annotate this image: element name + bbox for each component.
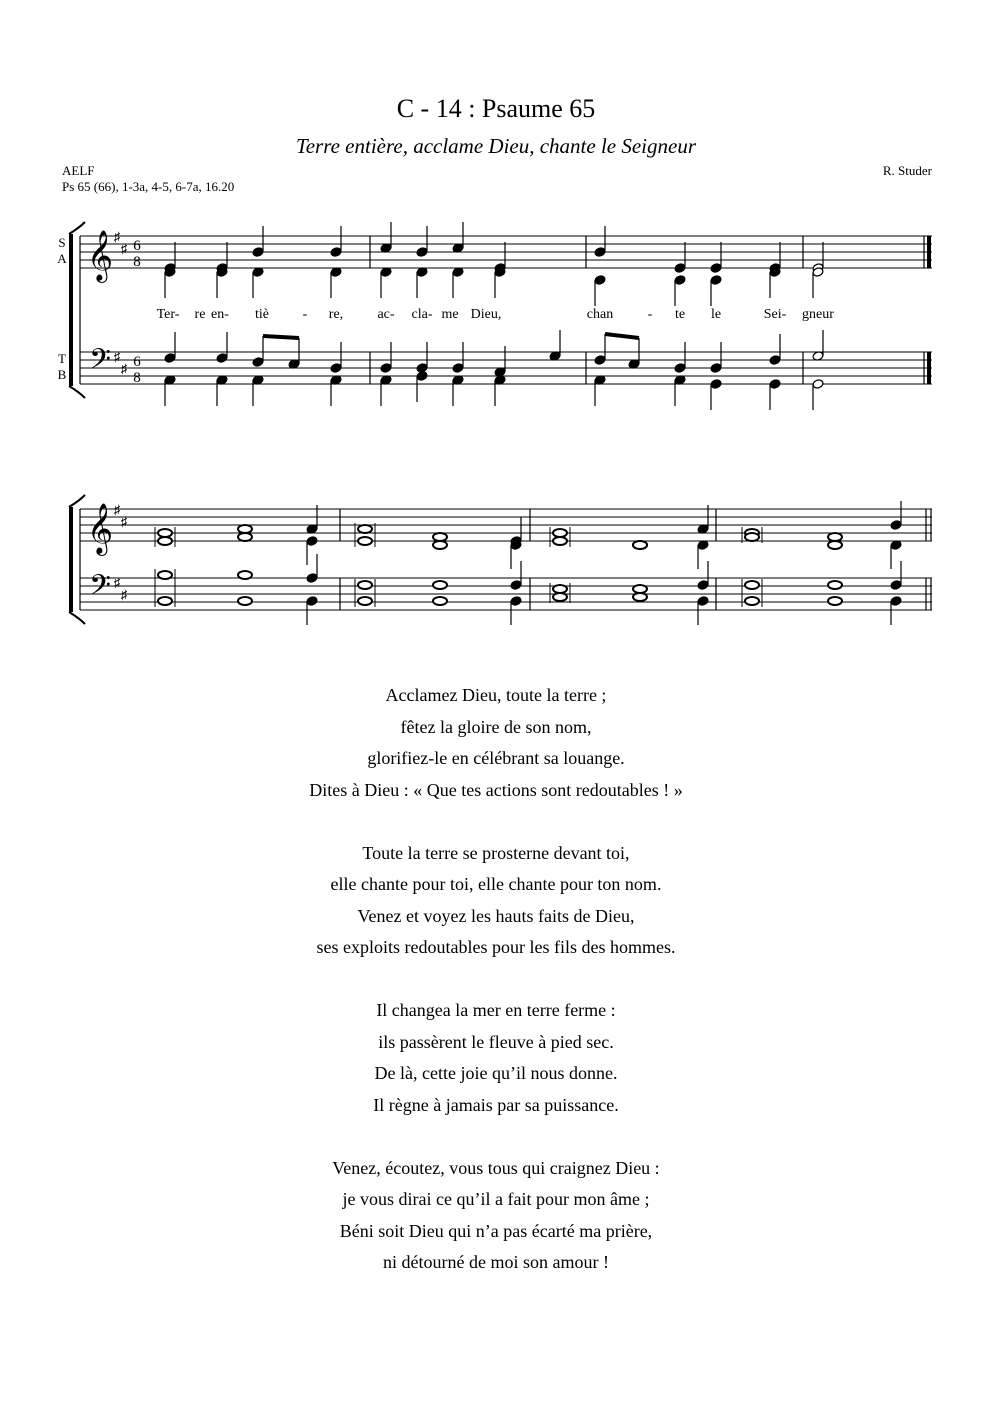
note-head <box>710 379 722 390</box>
note-head <box>594 355 606 366</box>
whole-note <box>358 525 372 533</box>
verse-line: Venez, écoutez, vous tous qui craignez Dieu : <box>332 1157 660 1178</box>
note-head <box>306 573 318 584</box>
note-head <box>306 536 318 547</box>
whole-note <box>238 597 252 605</box>
whole-note <box>553 593 567 601</box>
lyric-syllable: Sei- <box>763 307 787 322</box>
sharp-sign: ♯ <box>120 361 128 376</box>
beam <box>605 334 639 338</box>
note-head <box>416 371 428 382</box>
note-head <box>306 596 318 607</box>
note-head <box>710 263 722 274</box>
psalm-verses <box>0 680 992 1310</box>
voice-label-soprano: S <box>58 235 66 250</box>
whole-note <box>553 529 567 537</box>
whole-note <box>238 571 252 579</box>
sharp-sign: ♯ <box>120 514 128 529</box>
verse-line: Il règne à jamais par sa puissance. <box>373 1094 619 1115</box>
note-head <box>510 580 522 591</box>
lyric-syllable: chan <box>586 307 614 322</box>
text-source: AELF <box>62 163 95 178</box>
note-head <box>330 247 342 258</box>
sharp-sign: ♯ <box>113 502 121 517</box>
bracket-hook <box>69 612 85 624</box>
lyric-syllable: - <box>302 307 308 322</box>
bass-clef: 𝄢 <box>89 571 111 608</box>
whole-note <box>433 541 447 549</box>
verse-line: fêtez la gloire de son nom, <box>400 716 592 737</box>
whole-note <box>358 581 372 589</box>
note-head <box>710 363 722 374</box>
whole-note <box>158 597 172 605</box>
lyric-syllable: ac- <box>377 307 395 322</box>
note-head <box>594 247 606 258</box>
whole-note <box>433 533 447 541</box>
bracket-hook <box>69 222 85 234</box>
sharp-sign: ♯ <box>113 349 121 364</box>
beam <box>263 336 299 338</box>
whole-note <box>633 585 647 593</box>
note-head <box>594 275 606 286</box>
voice-label-alto: A <box>57 251 67 266</box>
system-bracket <box>69 234 73 386</box>
verse-line: Toute la terre se prosterne devant toi, <box>362 842 630 863</box>
whole-note <box>158 571 172 579</box>
whole-note <box>238 525 252 533</box>
lyric-syllable: Ter- <box>156 307 180 322</box>
stanza <box>0 1153 992 1279</box>
note-head <box>890 580 902 591</box>
note-head <box>330 363 342 374</box>
note-head <box>890 520 902 531</box>
bracket-hook <box>69 386 85 398</box>
verse-line: je vous dirai ce qu’il a fait pour mon âme ; <box>342 1189 650 1209</box>
whole-note <box>828 541 842 549</box>
whole-note <box>553 537 567 545</box>
note-head <box>697 580 709 591</box>
treble-clef: 𝄞 <box>86 504 114 553</box>
whole-note <box>553 585 567 593</box>
sharp-sign: ♯ <box>113 575 121 590</box>
verse-line: ses exploits redoutables pour les fils des hommes. <box>316 937 676 957</box>
verse-line: elle chante pour toi, elle chante pour ton nom. <box>330 874 662 894</box>
verse-line: Venez et voyez les hauts faits de Dieu, <box>357 905 635 926</box>
stanza <box>0 680 992 806</box>
score-system-2 <box>69 495 932 625</box>
note-head <box>510 596 522 607</box>
bass-clef: 𝄢 <box>89 345 111 382</box>
lyric-syllable: en- <box>211 307 229 322</box>
verse-line: ils passèrent le fleuve à pied sec. <box>378 1031 614 1052</box>
note-head <box>380 363 392 374</box>
whole-note <box>433 597 447 605</box>
note-head <box>252 247 264 258</box>
time-signature-bottom: 8 <box>133 254 141 270</box>
note-head <box>769 355 781 366</box>
lyric-syllable: - <box>647 307 653 322</box>
whole-note <box>158 529 172 537</box>
stanza <box>0 995 992 1121</box>
composer: R. Studer <box>882 163 932 178</box>
score-system-1 <box>57 222 932 410</box>
lyric-syllable: me <box>441 307 459 322</box>
treble-clef: 𝄞 <box>86 231 114 280</box>
voice-label-bass: B <box>57 367 67 382</box>
time-signature-bottom: 8 <box>133 370 141 386</box>
note-head <box>674 275 686 286</box>
note-head <box>416 247 428 258</box>
lyric-syllable: re, <box>328 307 344 322</box>
music-score <box>0 0 992 640</box>
note-head <box>769 379 781 390</box>
whole-note <box>633 593 647 601</box>
verse-line: Dites à Dieu : « Que tes actions sont redoutables ! » <box>309 779 683 800</box>
time-signature-top: 6 <box>133 238 141 254</box>
lyric-syllable: le <box>710 307 722 322</box>
bracket-hook <box>69 495 85 507</box>
whole-note <box>433 581 447 589</box>
verse-line: Il changea la mer en terre ferme : <box>376 1000 616 1020</box>
note-head <box>710 275 722 286</box>
stanza <box>0 838 992 964</box>
whole-note <box>828 597 842 605</box>
whole-note <box>745 581 759 589</box>
lyric-syllable: tiè <box>255 307 269 322</box>
verse-line: Acclamez Dieu, toute la terre ; <box>385 685 607 705</box>
note-head <box>252 357 264 368</box>
final-barline <box>927 236 931 268</box>
lyric-syllable: cla- <box>411 307 433 322</box>
final-barline <box>927 352 931 384</box>
voice-label-tenor: T <box>58 351 66 366</box>
page-title: C - 14 : Psaume 65 <box>396 94 596 123</box>
note-head <box>164 353 176 364</box>
note-head <box>812 379 824 390</box>
sharp-sign: ♯ <box>113 229 121 244</box>
note-head <box>674 363 686 374</box>
lyric-syllable: Dieu, <box>470 307 502 322</box>
whole-note <box>745 597 759 605</box>
whole-note <box>745 533 759 541</box>
lyric-syllable: gneur <box>802 307 834 322</box>
note-head <box>674 263 686 274</box>
psalm-reference: Ps 65 (66), 1-3a, 4-5, 6-7a, 16.20 <box>62 179 235 194</box>
lyric-syllable: te <box>674 307 686 322</box>
note-head <box>890 596 902 607</box>
whole-note <box>358 597 372 605</box>
note-head <box>697 596 709 607</box>
time-signature-top: 6 <box>133 354 141 370</box>
note-head <box>452 363 464 374</box>
whole-note <box>633 541 647 549</box>
system-bracket <box>69 507 73 612</box>
page-subtitle: Terre entière, acclame Dieu, chante le Seigneur <box>295 134 697 158</box>
lyric-syllable: re <box>194 307 206 322</box>
verse-line: ni détourné de moi son amour ! <box>383 1252 609 1272</box>
verse-line: glorifiez-le en célébrant sa louange. <box>367 748 625 768</box>
whole-note <box>158 537 172 545</box>
verse-line: Béni soit Dieu qui n’a pas écarté ma prière, <box>339 1220 653 1241</box>
verse-line: De là, cette joie qu’il nous donne. <box>374 1063 618 1083</box>
whole-note <box>828 581 842 589</box>
sharp-sign: ♯ <box>120 241 128 256</box>
sharp-sign: ♯ <box>120 587 128 602</box>
note-head <box>216 353 228 364</box>
whole-note <box>358 537 372 545</box>
whole-note <box>238 533 252 541</box>
whole-note <box>828 533 842 541</box>
